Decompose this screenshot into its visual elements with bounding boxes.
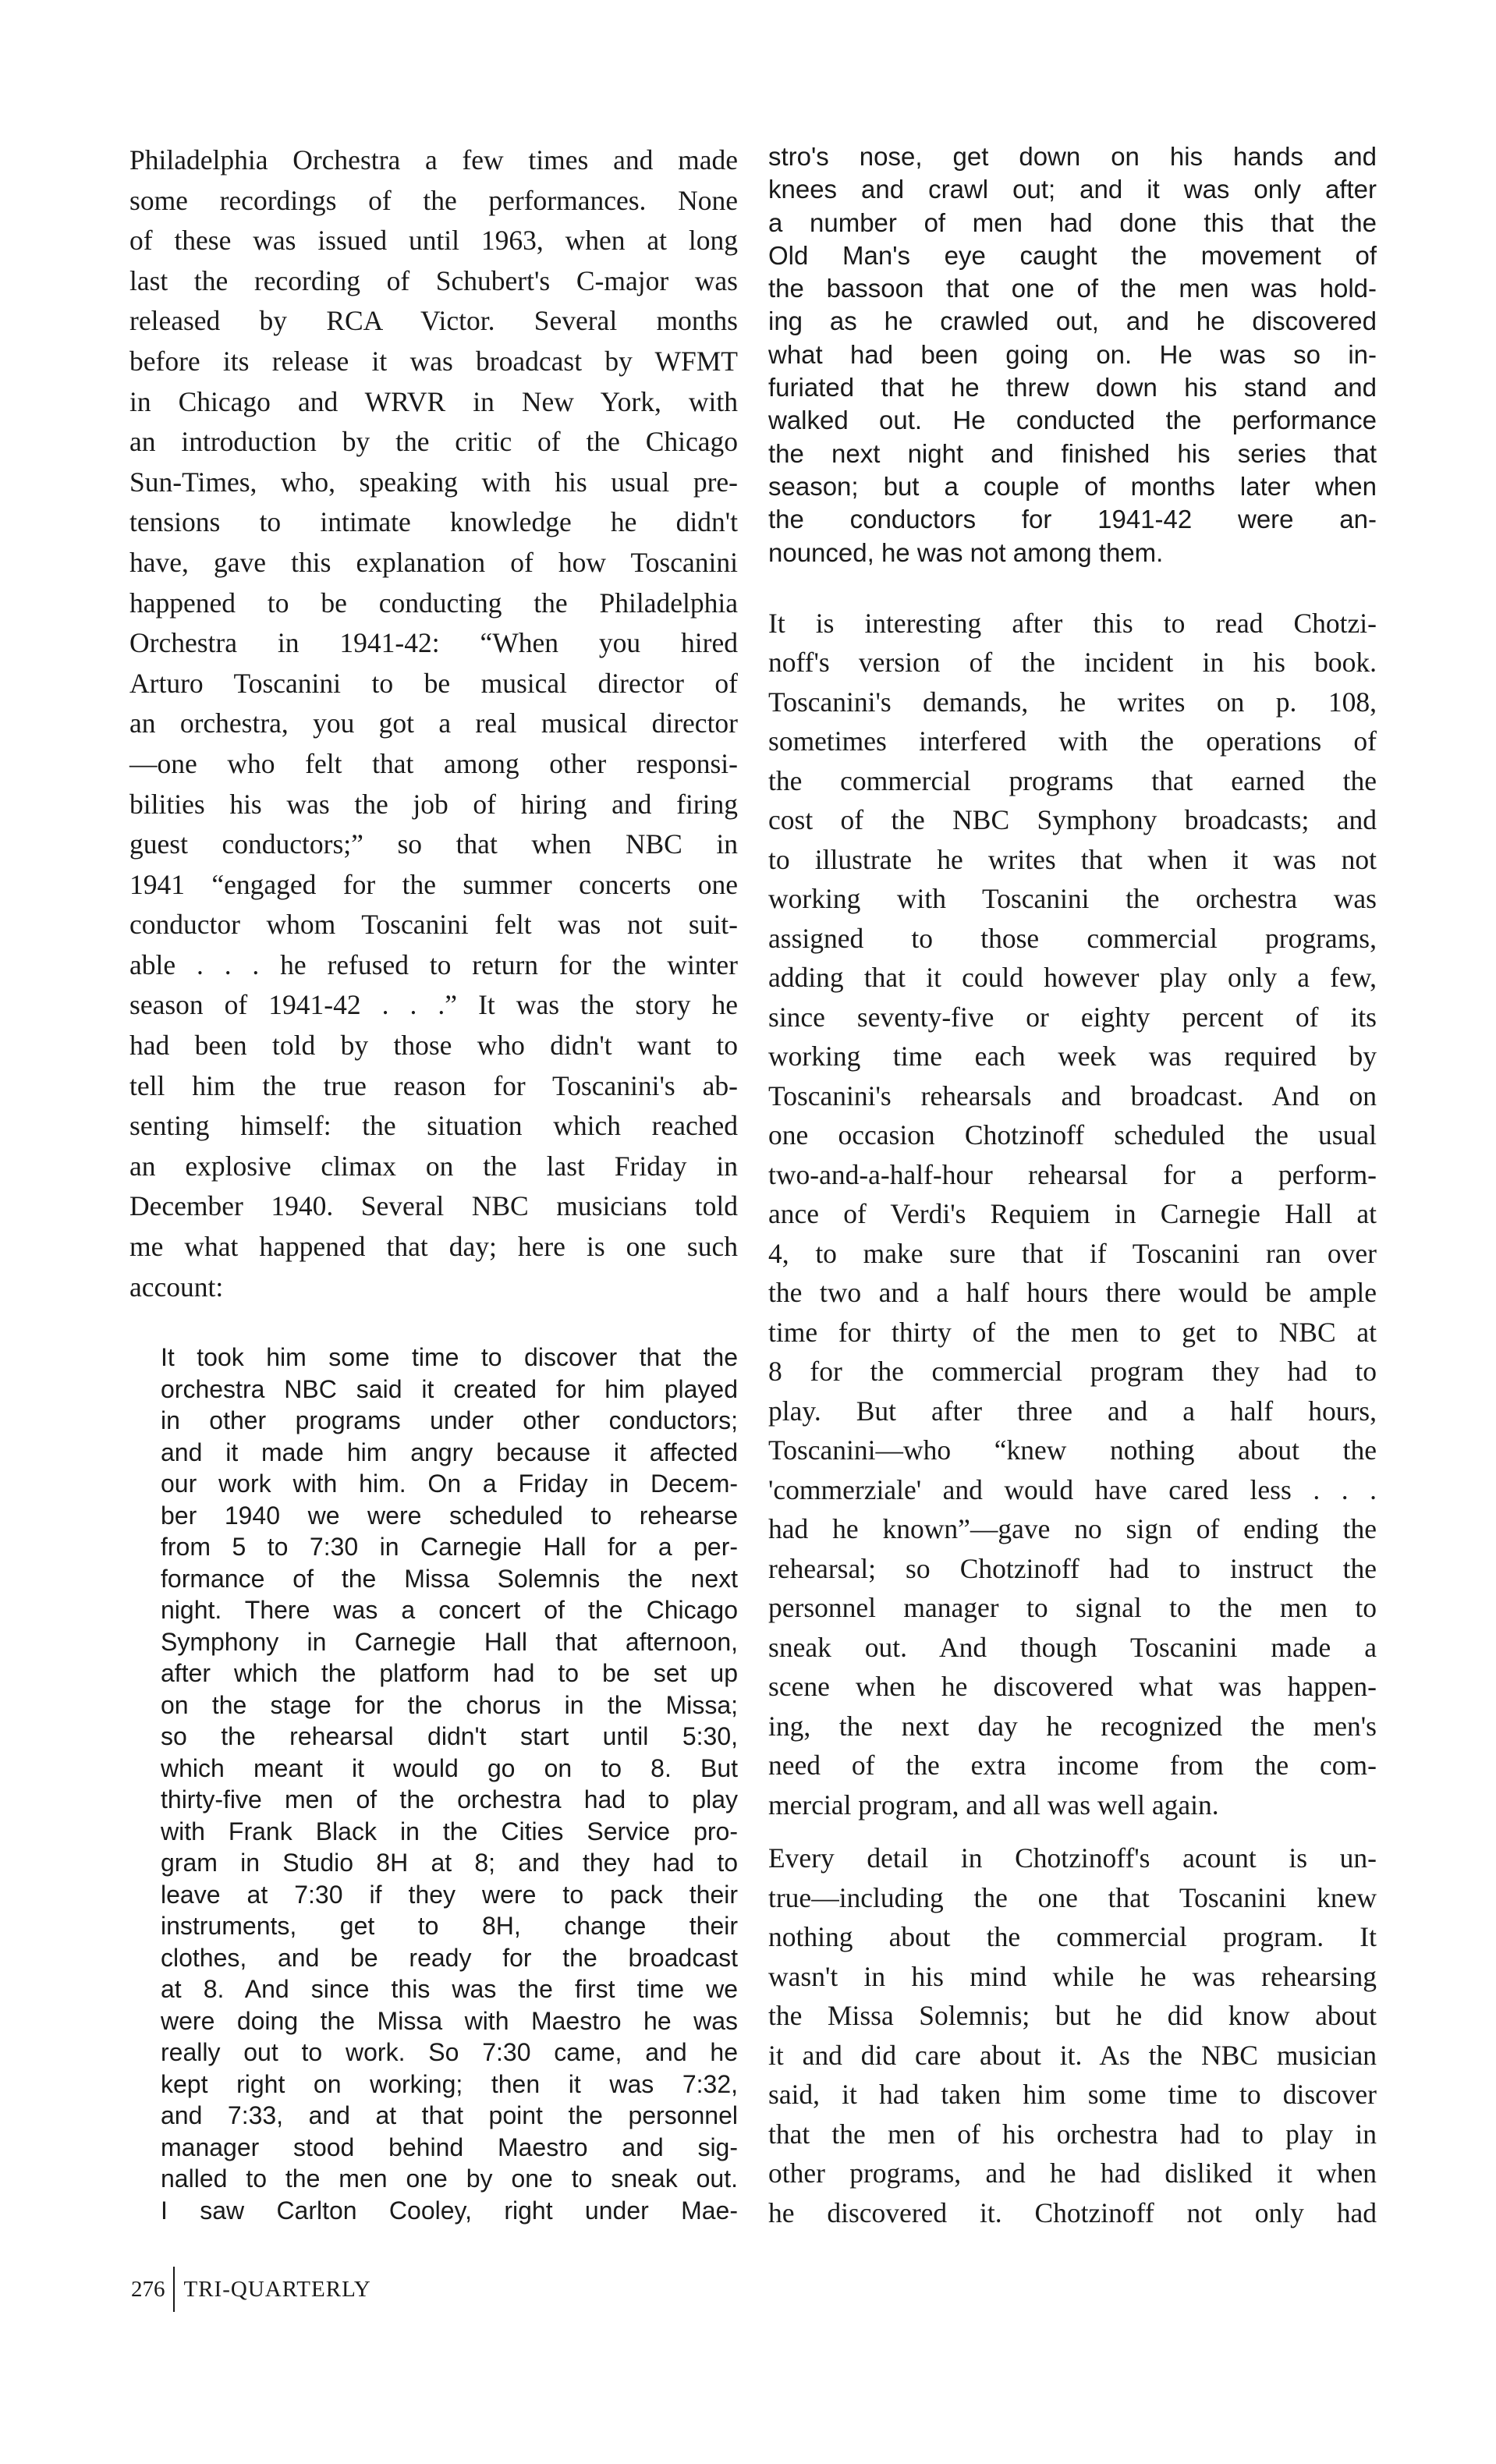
- text-line: the commercial programs that earned the: [768, 764, 1377, 796]
- right-column: [768, 140, 1377, 2232]
- quote-line: after which the platform had to be set up: [161, 1659, 738, 1688]
- text-line: he discovered it. Chotzinoff not only had: [768, 2196, 1377, 2228]
- text-line: bilities his was the job of hiring and firing: [129, 788, 738, 820]
- text-line: 1941 “engaged for the summer concerts one: [129, 868, 738, 900]
- quote-line: Old Man's eye caught the movement of: [768, 240, 1377, 270]
- quote-line: knees and crawl out; and it was only after: [768, 175, 1377, 204]
- quote-line: formance of the Missa Solemnis the next: [161, 1564, 738, 1593]
- text-line: scene when he discovered what was happen-: [768, 1671, 1377, 1703]
- quote-line: instruments, get to 8H, change their: [161, 1912, 738, 1941]
- paragraph-2: [768, 604, 1377, 1825]
- quote-line: which meant it would go on to 8. But: [161, 1753, 738, 1782]
- quote-line: nalled to the men one by one to sneak out.: [161, 2164, 738, 2193]
- text-line: sometimes interfered with the operations of: [768, 725, 1377, 757]
- quote-line: orchestra NBC said it created for him played: [161, 1374, 738, 1403]
- text-line: able . . . he refused to return for the winter: [129, 948, 738, 980]
- text-line: Toscanini's demands, he writes on p. 108,: [768, 686, 1377, 718]
- text-line: December 1940. Several NBC musicians told: [129, 1190, 738, 1222]
- text-line: working with Toscanini the orchestra was: [768, 883, 1377, 915]
- text-line: account:: [129, 1271, 224, 1303]
- text-line: —one who felt that among other responsi-: [129, 747, 738, 779]
- quote-line: really out to work. So 7:30 came, and he: [161, 2038, 738, 2067]
- quote-line: our work with him. On a Friday in Decem-: [161, 1470, 738, 1498]
- quote-line: stro's nose, get down on his hands and: [768, 142, 1377, 171]
- text-line: conductor whom Toscanini felt was not suit-: [129, 909, 738, 941]
- text-line: play. But after three and a half hours,: [768, 1395, 1377, 1427]
- text-line: personnel manager to signal to the men to: [768, 1592, 1377, 1624]
- text-line: cost of the NBC Symphony broadcasts; and: [768, 804, 1377, 836]
- text-line: the two and a half hours there would be ample: [768, 1277, 1377, 1309]
- text-line: an explosive climax on the last Friday in: [129, 1150, 738, 1182]
- text-line: assigned to those commercial programs,: [768, 922, 1377, 954]
- paragraph-1: [129, 140, 738, 1307]
- quote-line: at 8. And since this was the first time we: [161, 1975, 738, 2004]
- text-line: It is interesting after this to read Chotzi-: [768, 607, 1377, 639]
- text-line: since seventy-five or eighty percent of its: [768, 1001, 1377, 1033]
- text-line: ance of Verdi's Requiem in Carnegie Hall at: [768, 1198, 1377, 1230]
- text-line: adding that it could however play only a few,: [768, 962, 1377, 994]
- text-line: had been told by those who didn't want to: [129, 1030, 738, 1062]
- left-column: [129, 140, 738, 2226]
- text-line: other programs, and he had disliked it when: [768, 2157, 1377, 2189]
- text-line: Orchestra in 1941-42: “When you hired: [129, 627, 738, 659]
- text-line: some recordings of the performances. None: [129, 184, 738, 216]
- text-line: released by RCA Victor. Several months: [129, 305, 738, 337]
- text-line: happened to be conducting the Philadelphia: [129, 587, 738, 619]
- quote-line: kept right on working; then it was 7:32,: [161, 2069, 738, 2098]
- quote-line: season; but a couple of months later when: [768, 471, 1377, 501]
- text-line: that the men of his orchestra had to play in: [768, 2118, 1377, 2150]
- text-line: me what happened that day; here is one such: [129, 1231, 738, 1263]
- quote-line: and 7:33, and at that point the personnel: [161, 2101, 738, 2130]
- text-line: mercial program, and all was well again.: [768, 1789, 1219, 1821]
- text-line: Every detail in Chotzinoff's acount is un-: [768, 1842, 1377, 1874]
- text-line: had he known”—gave no sign of ending the: [768, 1513, 1377, 1545]
- text-line: have, gave this explanation of how Toscanini: [129, 546, 738, 578]
- text-line: nothing about the commercial program. It: [768, 1921, 1377, 1953]
- text-line: true—including the one that Toscanini knew: [768, 1881, 1377, 1913]
- text-line: in Chicago and WRVR in New York, with: [129, 385, 738, 417]
- quote-line: thirty-five men of the orchestra had to play: [161, 1785, 738, 1814]
- quote-line: the conductors for 1941-42 were an-: [768, 505, 1377, 534]
- quote-line: on the stage for the chorus in the Missa;: [161, 1690, 738, 1719]
- quote-line: the next night and finished his series that: [768, 438, 1377, 468]
- quote-line: a number of men had done this that the: [768, 207, 1377, 237]
- quote-line: It took him some time to discover that the: [161, 1343, 738, 1372]
- quote-line: with Frank Black in the Cities Service pro-: [161, 1817, 738, 1845]
- quote-line: and it made him angry because it affected: [161, 1438, 738, 1466]
- quote-line: furiated that he threw down his stand and: [768, 373, 1377, 402]
- paragraph-3: [768, 1838, 1377, 2232]
- page-footer: [131, 2267, 371, 2312]
- quote-line: Symphony in Carnegie Hall that afternoon,: [161, 1627, 738, 1656]
- text-line: guest conductors;” so that when NBC in: [129, 828, 738, 860]
- running-title: TRI-QUARTERLY: [183, 2277, 371, 2302]
- text-line: last the recording of Schubert's C-major was: [129, 264, 738, 296]
- text-line: Arturo Toscanini to be musical director of: [129, 667, 738, 699]
- block-quote: [161, 1342, 738, 2226]
- text-line: sneak out. And though Toscanini made a: [768, 1631, 1377, 1663]
- text-line: rehearsal; so Chotzinoff had to instruct the: [768, 1552, 1377, 1584]
- quote-line: leave at 7:30 if they were to pack their: [161, 1880, 738, 1909]
- text-line: Toscanini's rehearsals and broadcast. And on: [768, 1080, 1377, 1111]
- page-number: 276: [131, 2277, 165, 2302]
- quote-line: what had been going on. He was so in-: [768, 339, 1377, 369]
- quote-line: night. There was a concert of the Chicago: [161, 1596, 738, 1625]
- quote-line: clothes, and be ready for the broadcast: [161, 1943, 738, 1972]
- text-line: Philadelphia Orchestra a few times and made: [129, 144, 738, 175]
- text-line: it and did care about it. As the NBC musician: [768, 2039, 1377, 2071]
- text-line: the Missa Solemnis; but he did know about: [768, 2000, 1377, 2032]
- text-line: said, it had taken him some time to discover: [768, 2079, 1377, 2111]
- quote-line: were doing the Missa with Maestro he was: [161, 2006, 738, 2035]
- text-line: time for thirty of the men to get to NBC at: [768, 1316, 1377, 1348]
- quote-line: the bassoon that one of the men was hold-: [768, 274, 1377, 303]
- text-line: senting himself: the situation which reached: [129, 1110, 738, 1142]
- text-line: to illustrate he writes that when it was not: [768, 843, 1377, 875]
- quote-line: ber 1940 we were scheduled to rehearse: [161, 1501, 738, 1530]
- text-line: need of the extra income from the com-: [768, 1750, 1377, 1782]
- text-line: an orchestra, you got a real musical director: [129, 707, 738, 739]
- text-line: 8 for the commercial program they had to: [768, 1356, 1377, 1388]
- text-line: season of 1941-42 . . .” It was the story he: [129, 989, 738, 1021]
- quote-line: from 5 to 7:30 in Carnegie Hall for a per-: [161, 1533, 738, 1562]
- text-line: Sun-Times, who, speaking with his usual pre-: [129, 466, 738, 498]
- text-line: Toscanini—who “knew nothing about the: [768, 1434, 1377, 1466]
- text-line: tensions to intimate knowledge he didn't: [129, 506, 738, 538]
- quote-line: gram in Studio 8H at 8; and they had to: [161, 1849, 738, 1877]
- text-line: one occasion Chotzinoff scheduled the usual: [768, 1119, 1377, 1151]
- text-line: before its release it was broadcast by WFMT: [129, 345, 738, 377]
- text-line: an introduction by the critic of the Chicago: [129, 426, 738, 458]
- quote-line: manager stood behind Maestro and sig-: [161, 2133, 738, 2161]
- text-line: wasn't in his mind while he was rehearsing: [768, 1960, 1377, 1992]
- text-line: two-and-a-half-hour rehearsal for a perform-: [768, 1158, 1377, 1190]
- text-line: of these was issued until 1963, when at long: [129, 225, 738, 257]
- quote-line: ing as he crawled out, and he discovered: [768, 307, 1377, 336]
- text-line: ing, the next day he recognized the men's: [768, 1710, 1377, 1742]
- text-line: tell him the true reason for Toscanini's ab-: [129, 1069, 738, 1101]
- text-line: 4, to make sure that if Toscanini ran over: [768, 1237, 1377, 1269]
- text-line: noff's version of the incident in his book.: [768, 647, 1377, 679]
- quote-line: nounced, he was not among them.: [768, 537, 1164, 567]
- text-line: working time each week was required by: [768, 1041, 1377, 1072]
- quote-line: I saw Carlton Cooley, right under Mae-: [161, 2196, 738, 2225]
- text-line: 'commerziale' and would have cared less . . .: [768, 1473, 1377, 1505]
- quote-line: walked out. He conducted the performance: [768, 406, 1377, 435]
- quote-line: in other programs under other conductors;: [161, 1406, 738, 1435]
- block-quote-continued: [768, 140, 1377, 569]
- footer-divider: [173, 2267, 175, 2312]
- quote-line: so the rehearsal didn't start until 5:30,: [161, 1722, 738, 1751]
